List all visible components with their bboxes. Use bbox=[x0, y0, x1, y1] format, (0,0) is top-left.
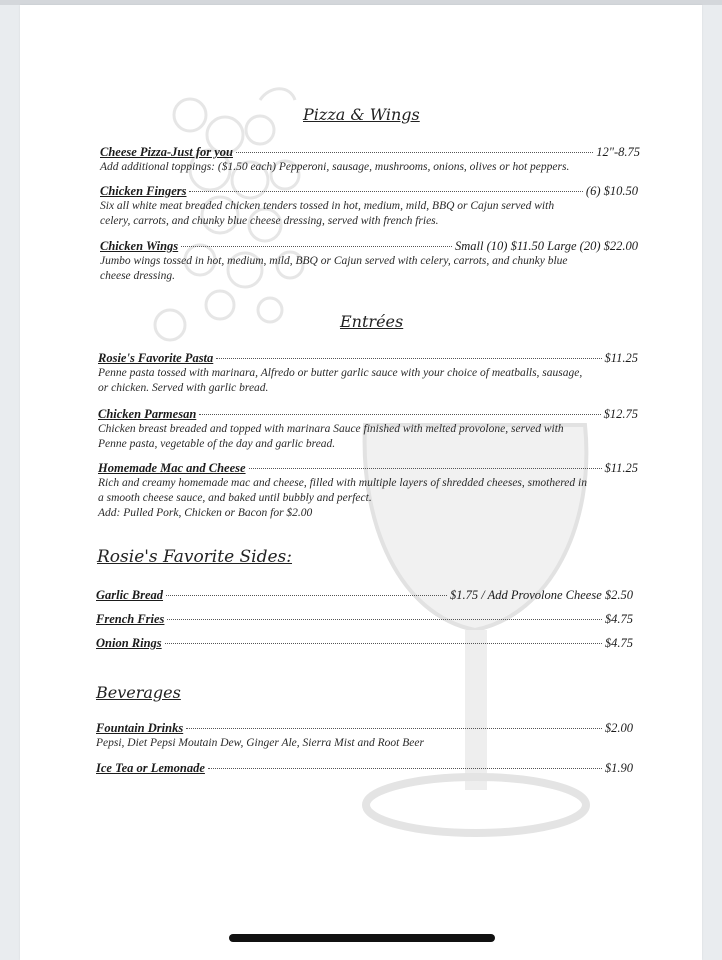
item-description: Jumbo wings tossed in hot, medium, mild, BBQ or Cajun served with celery, carrots, and chunky blue cheese dressing. bbox=[100, 255, 568, 282]
dot-leader bbox=[189, 191, 582, 192]
menu-item-garlic-bread bbox=[96, 588, 633, 603]
section-title-entrees: Entrées bbox=[340, 312, 404, 331]
item-name: Onion Rings bbox=[96, 636, 162, 650]
item-price: $11.25 bbox=[604, 461, 638, 475]
dot-leader bbox=[199, 414, 600, 415]
section-title-beverages: Beverages bbox=[96, 683, 181, 702]
item-price: Small (10) $11.50 Large (20) $22.00 bbox=[455, 239, 638, 253]
item-name: Rosie's Favorite Pasta bbox=[98, 351, 214, 365]
item-description: Pepsi, Diet Pepsi Moutain Dew, Ginger Ale, Sierra Mist and Root Beer bbox=[96, 737, 424, 749]
menu-item-chicken-wings bbox=[100, 239, 638, 284]
menu-item-ice-tea-lemonade bbox=[96, 761, 633, 776]
item-price: $4.75 bbox=[604, 612, 633, 626]
item-description: Six all white meat breaded chicken tenders tossed in hot, medium, mild, BBQ or Cajun served with celery, carrots, and chunky blue cheese dressing, served with french fries. bbox=[100, 200, 555, 227]
dot-leader bbox=[208, 768, 602, 769]
dot-leader bbox=[236, 152, 593, 153]
dot-leader bbox=[181, 246, 452, 247]
menu-item-chicken-fingers bbox=[100, 184, 638, 229]
home-indicator[interactable] bbox=[229, 934, 495, 942]
item-name: Fountain Drinks bbox=[96, 721, 184, 735]
menu-item-cheese-pizza bbox=[100, 145, 640, 175]
menu-item-onion-rings bbox=[96, 636, 633, 651]
item-description: Penne pasta tossed with marinara, Alfredo or butter garlic sauce with your choice of meatballs, sausage, or chicken. Served with garlic bread. bbox=[98, 367, 583, 394]
item-price: $1.90 bbox=[604, 761, 633, 775]
item-name: Homemade Mac and Cheese bbox=[98, 461, 246, 475]
section-title-pizza-wings: Pizza & Wings bbox=[303, 105, 420, 124]
item-price: $2.00 bbox=[604, 721, 633, 735]
item-name: Cheese Pizza-Just for you bbox=[100, 145, 233, 159]
dot-leader bbox=[249, 468, 602, 469]
dot-leader bbox=[167, 619, 601, 620]
menu-item-chicken-parmesan bbox=[98, 407, 638, 452]
dot-leader bbox=[166, 595, 447, 596]
item-price: $11.25 bbox=[604, 351, 638, 365]
item-name: Chicken Wings bbox=[100, 239, 179, 253]
menu-item-french-fries bbox=[96, 612, 633, 627]
menu-item-mac-and-cheese bbox=[98, 461, 638, 521]
item-name: Garlic Bread bbox=[96, 588, 164, 602]
item-description: Rich and creamy homemade mac and cheese, filled with multiple layers of shredded cheeses, smothered in a smooth cheese sauce, and baked until bubbly and perfect. Add: Pulled Pork, Chicken or Bacon for $2.00 bbox=[98, 477, 587, 519]
item-price: $1.75 / Add Provolone Cheese $2.50 bbox=[450, 588, 633, 602]
item-price: $4.75 bbox=[604, 636, 633, 650]
menu-page bbox=[20, 5, 702, 960]
item-name: French Fries bbox=[96, 612, 165, 626]
item-name: Ice Tea or Lemonade bbox=[96, 761, 205, 775]
item-price: (6) $10.50 bbox=[585, 184, 638, 198]
dot-leader bbox=[165, 643, 602, 644]
menu-item-rosies-pasta bbox=[98, 351, 638, 396]
item-name: Chicken Parmesan bbox=[98, 407, 197, 421]
item-price: $12.75 bbox=[603, 407, 638, 421]
item-price: 12"-8.75 bbox=[596, 145, 640, 159]
dot-leader bbox=[216, 358, 601, 359]
section-title-sides: Rosie's Favorite Sides: bbox=[97, 547, 293, 567]
item-name: Chicken Fingers bbox=[100, 184, 187, 198]
item-description: Add additional toppings: ($1.50 each) Pepperoni, sausage, mushrooms, onions, olives or hot peppers. bbox=[100, 161, 570, 173]
menu-item-fountain-drinks bbox=[96, 721, 633, 751]
dot-leader bbox=[186, 728, 602, 729]
item-description: Chicken breast breaded and topped with marinara Sauce finished with melted provolone, served with Penne pasta, vegetable of the day and garlic bread. bbox=[98, 423, 564, 450]
